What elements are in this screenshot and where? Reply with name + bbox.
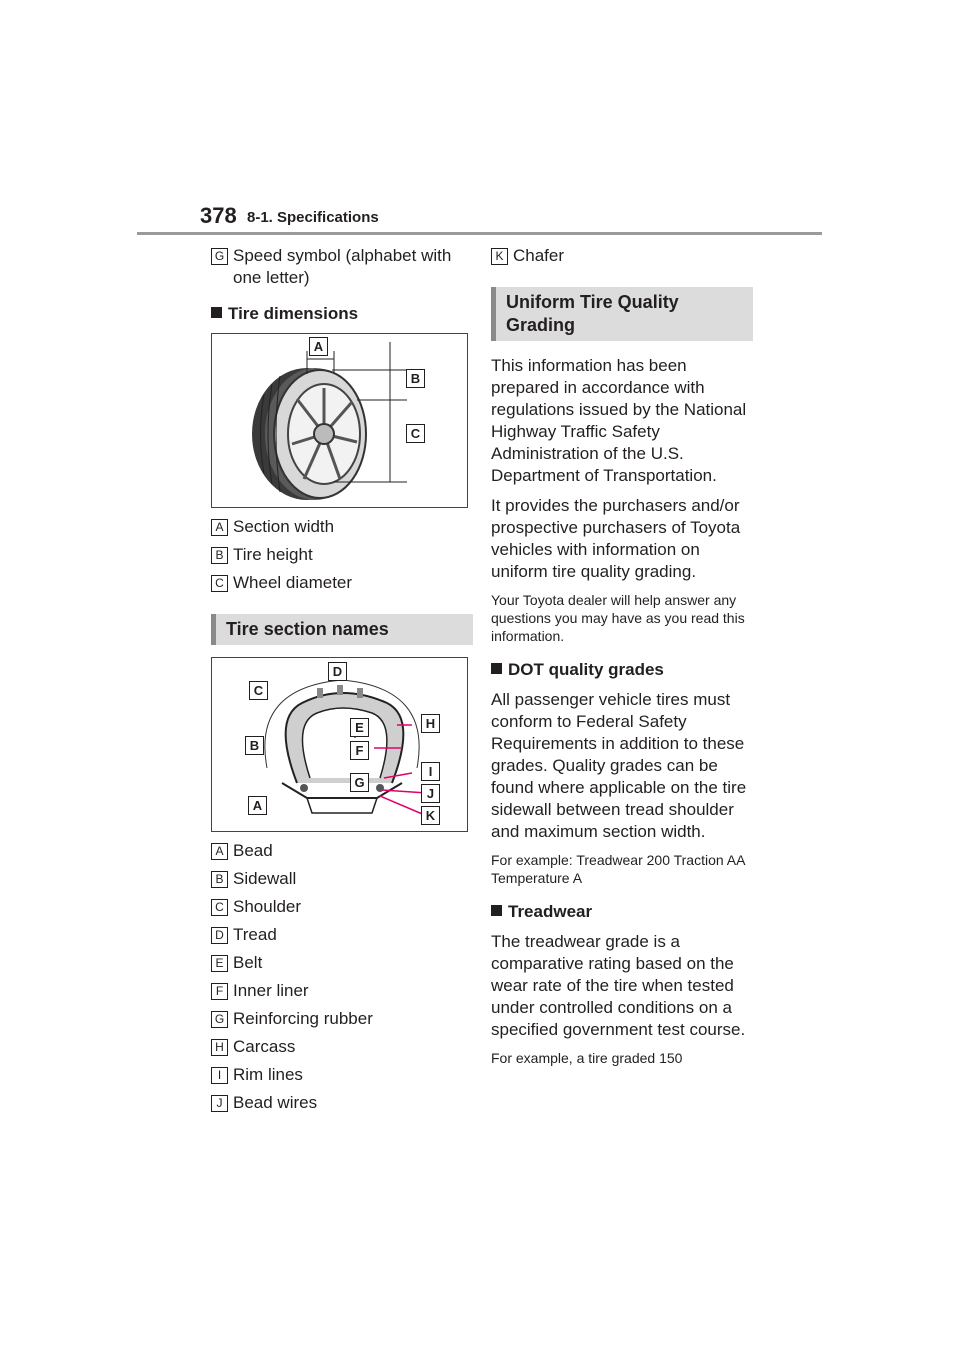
square-bullet-icon — [491, 905, 502, 916]
chafer-item — [491, 245, 753, 267]
section-item — [211, 840, 473, 862]
label-badge: G — [211, 1011, 228, 1028]
label-badge: E — [211, 955, 228, 972]
item-text: Belt — [233, 953, 263, 972]
section-item — [211, 868, 473, 890]
dimension-label-b: B — [406, 369, 425, 388]
dimension-label-a: A — [309, 337, 328, 356]
label-badge: C — [211, 575, 228, 592]
label-badge: I — [211, 1067, 228, 1084]
left-column — [211, 245, 473, 1120]
section-item — [211, 896, 473, 918]
treadwear-heading: Treadwear — [491, 901, 753, 923]
section-label-f: F — [350, 741, 369, 760]
dimension-item — [211, 516, 473, 538]
tire-dimensions-illustration — [212, 334, 467, 507]
section-label-k: K — [421, 806, 440, 825]
label-badge: K — [491, 248, 508, 265]
utqg-paragraph: This information has been prepared in accordance with regulations issued by the National Highway Traffic Safety Administration of the U.S. Department of Transportation. — [491, 356, 747, 485]
item-text: Sidewall — [233, 869, 297, 888]
section-item — [211, 1064, 473, 1086]
item-text: Reinforcing rubber — [233, 1009, 373, 1028]
right-column — [491, 245, 753, 1077]
label-badge: A — [211, 843, 228, 860]
tire-section-figure — [211, 657, 468, 832]
item-text: Bead — [233, 841, 273, 860]
item-text: Inner liner — [233, 981, 309, 1000]
page-number: 378 — [200, 203, 237, 228]
section-label-d: D — [328, 662, 347, 681]
square-bullet-icon — [491, 663, 502, 674]
section-item — [211, 1008, 473, 1030]
label-badge: C — [211, 899, 228, 916]
tire-dimensions-heading: Tire dimensions — [211, 303, 473, 325]
section-label-j: J — [421, 784, 440, 803]
item-text: Section width — [233, 517, 335, 536]
item-text: Shoulder — [233, 897, 302, 916]
item-text: Wheel diameter — [233, 573, 353, 592]
section-item — [211, 1092, 473, 1114]
treadwear-example-note: For example, a tire graded 150 — [491, 1050, 683, 1066]
section-label-e: E — [350, 718, 369, 737]
section-label-h: H — [421, 714, 440, 733]
section-title: 8-1. Specifications — [247, 209, 379, 226]
utqg-heading: Uniform Tire Quality Grading — [491, 287, 753, 341]
tire-section-names-heading: Tire section names — [211, 614, 473, 645]
square-bullet-icon — [211, 307, 222, 318]
item-text: Speed symbol (alphabet with one letter) — [233, 246, 452, 287]
section-label-a: A — [248, 796, 267, 815]
item-text: Rim lines — [233, 1065, 303, 1084]
header-rule — [137, 232, 822, 235]
dot-grades-heading: DOT quality grades — [491, 659, 753, 681]
dimension-label-c: C — [406, 424, 425, 443]
section-label-b: B — [245, 736, 264, 755]
label-badge: B — [211, 547, 228, 564]
section-item — [211, 952, 473, 974]
item-text: Bead wires — [233, 1093, 318, 1112]
section-item — [211, 980, 473, 1002]
label-badge: J — [211, 1095, 228, 1112]
item-text: Tire height — [233, 545, 313, 564]
label-badge: G — [211, 248, 228, 265]
example-note: For example: Treadwear 200 Traction AA Temperature A — [491, 852, 745, 886]
section-label-c: C — [249, 681, 268, 700]
item-text: Carcass — [233, 1037, 296, 1056]
dealer-note: Your Toyota dealer will help answer any questions you may have as you read this information. — [491, 592, 745, 644]
label-badge: H — [211, 1039, 228, 1056]
section-label-i: I — [421, 762, 440, 781]
label-badge: D — [211, 927, 228, 944]
section-item — [211, 1036, 473, 1058]
dimension-item — [211, 572, 473, 594]
section-label-g: G — [350, 773, 369, 792]
label-badge: F — [211, 983, 228, 1000]
label-badge: B — [211, 871, 228, 888]
purchasers-paragraph: It provides the purchasers and/or prospective purchasers of Toyota vehicles with information on uniform tire quality grading. — [491, 496, 741, 581]
dimension-item — [211, 544, 473, 566]
item-text: Chafer — [513, 246, 565, 265]
treadwear-paragraph: The treadwear grade is a comparative rating based on the wear rate of the tire when tested under controlled conditions on a specified government test course. — [491, 932, 746, 1039]
dot-paragraph: All passenger vehicle tires must conform to Federal Safety Requirements in addition to these grades. Quality grades can be found where applicable on the tire sidewall between tread shoulder and maximum section width. — [491, 690, 747, 841]
speed-symbol-item — [211, 245, 473, 289]
tire-dimensions-figure — [211, 333, 468, 508]
label-badge: A — [211, 519, 228, 536]
section-item — [211, 924, 473, 946]
item-text: Tread — [233, 925, 277, 944]
